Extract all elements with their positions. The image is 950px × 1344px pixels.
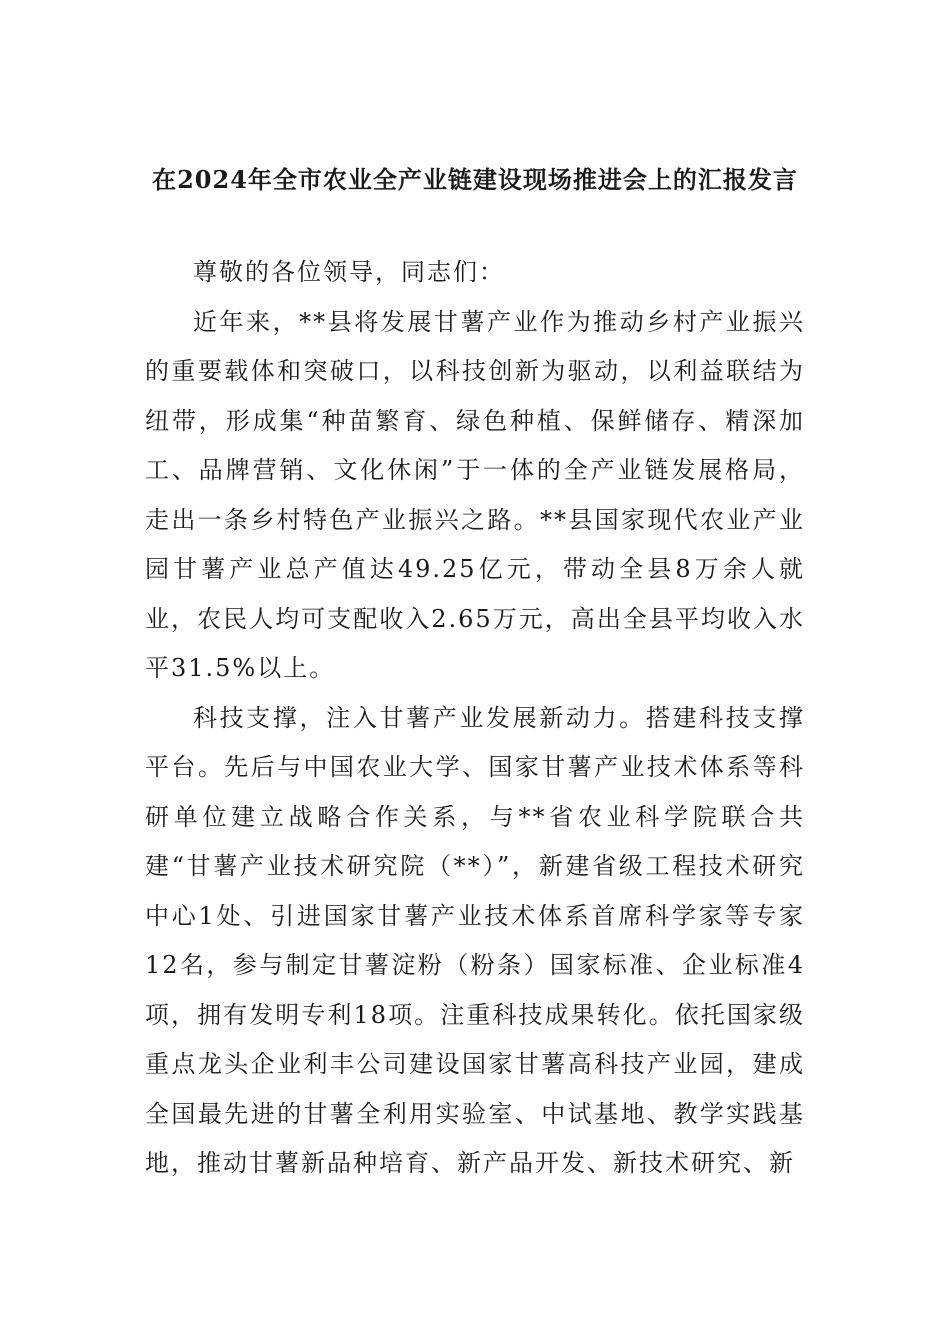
document-title: 在2024年全市农业全产业链建设现场推进会上的汇报发言	[152, 165, 798, 194]
salutation-paragraph: 尊敬的各位领导，同志们：	[193, 258, 505, 286]
document-body	[145, 248, 805, 1189]
tech-support-paragraph: 科技支撑，注入甘薯产业发展新动力。搭建科技支撑平台。先后与中国农业大学、国家甘薯产业技术体系等科研单位建立战略合作关系，与**省农业科学院联合共建“甘薯产业技术研究院（**）”，新建省级工程技术研究中心1处、引进国家甘薯产业技术体系首席科学家等专家12名，参与制定甘薯淀粉（粉条）国家标准、企业标准4项，拥有发明专利18项。注重科技成果转化。依托国家级重点龙头企业利丰公司建设国家甘薯高科技产业园，建成全国最先进的甘薯全利用实验室、中试基地、教学实践基地，推动甘薯新品种培育、新产品开发、新技术研究、新	[145, 703, 805, 1177]
intro-paragraph: 近年来，**县将发展甘薯产业作为推动乡村产业振兴的重要载体和突破口，以科技创新为驱动，以利益联结为纽带，形成集“种苗繁育、绿色种植、保鲜储存、精深加工、品牌营销、文化休闲”于一体的全产业链发展格局，走出一条乡村特色产业振兴之路。**县国家现代农业产业园甘薯产业总产值达49.25亿元，带动全县8万余人就业，农民人均可支配收入2.65万元，高出全县平均收入水平31.5%以上。	[145, 307, 805, 682]
